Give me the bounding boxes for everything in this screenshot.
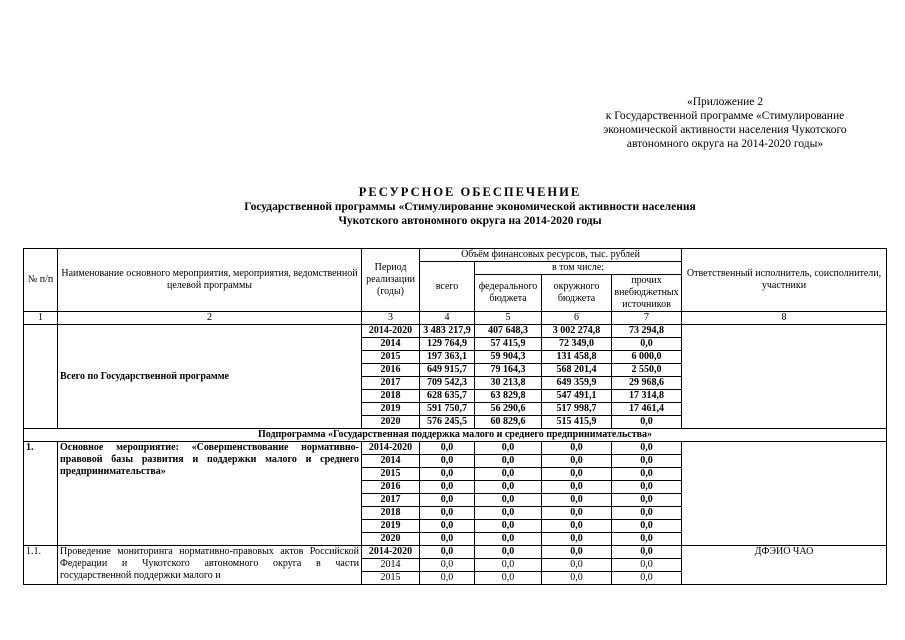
federal-cell: 407 648,3	[475, 325, 542, 338]
appendix-line-3: экономической активности населения Чукотского	[603, 124, 847, 136]
total-label: Всего по Государственной программе	[58, 325, 362, 429]
col-number-8: 8	[682, 312, 887, 325]
col-number-4: 4	[420, 312, 475, 325]
total-cell: 0,0	[420, 494, 475, 507]
document-subtitle-2: Чукотского автономного округа на 2014-2020 годы	[338, 215, 602, 227]
federal-cell: 30 213,8	[475, 377, 542, 390]
total-cell: 591 750,7	[420, 403, 475, 416]
other-cell: 73 294,8	[612, 325, 682, 338]
header-period: Период реализации (годы)	[362, 249, 420, 312]
header-including: в том числе:	[475, 262, 682, 275]
header-name: Наименование основного мероприятия, мероприятия, ведомственной целевой программы	[58, 249, 362, 312]
federal-cell: 60 829,6	[475, 416, 542, 429]
federal-cell: 0,0	[475, 468, 542, 481]
period-cell: 2019	[362, 403, 420, 416]
federal-cell: 0,0	[475, 559, 542, 572]
district-cell: 547 491,1	[542, 390, 612, 403]
period-cell: 2014	[362, 338, 420, 351]
other-cell: 0,0	[612, 494, 682, 507]
period-cell: 2016	[362, 481, 420, 494]
district-cell: 0,0	[542, 442, 612, 455]
federal-cell: 0,0	[475, 442, 542, 455]
total-cell: 0,0	[420, 442, 475, 455]
total-cell: 576 245,5	[420, 416, 475, 429]
other-cell: 0,0	[612, 546, 682, 559]
header-total: всего	[420, 262, 475, 312]
header-num: № п/п	[24, 249, 58, 312]
item-1-1-num: 1.1.	[24, 546, 58, 585]
item-1-1-label: Проведение мониторинга нормативно-правовых актов Российской Федерации и Чукотского автономного округа в части государственной поддержки малого и	[58, 546, 362, 585]
federal-cell: 0,0	[475, 533, 542, 546]
item-1-label: Основное мероприятие: «Совершенствование нормативно-правовой базы развития и поддержки малого и среднего предпринимательства»	[58, 442, 362, 546]
period-cell: 2019	[362, 520, 420, 533]
federal-cell: 56 290,6	[475, 403, 542, 416]
district-cell: 649 359,9	[542, 377, 612, 390]
other-cell: 0,0	[612, 416, 682, 429]
total-cell: 0,0	[420, 546, 475, 559]
total-cell: 0,0	[420, 507, 475, 520]
district-cell: 0,0	[542, 533, 612, 546]
district-cell: 568 201,4	[542, 364, 612, 377]
header-federal: федерального бюджета	[475, 275, 542, 312]
period-cell: 2020	[362, 533, 420, 546]
total-cell: 197 363,1	[420, 351, 475, 364]
federal-cell: 79 164,3	[475, 364, 542, 377]
district-cell: 517 998,7	[542, 403, 612, 416]
header-district: окружного бюджета	[542, 275, 612, 312]
document-title: РЕСУРСНОЕ ОБЕСПЕЧЕНИЕ	[358, 185, 582, 199]
total-cell: 709 542,3	[420, 377, 475, 390]
table-row	[24, 546, 887, 559]
other-cell: 17 461,4	[612, 403, 682, 416]
other-cell: 0,0	[612, 559, 682, 572]
item-1-responsible	[682, 442, 887, 546]
period-cell: 2014-2020	[362, 442, 420, 455]
header-responsible: Ответственный исполнитель, соисполнители, участники	[682, 249, 887, 312]
federal-cell: 0,0	[475, 546, 542, 559]
period-cell: 2014-2020	[362, 325, 420, 338]
header-other: прочих внебюджетных источников	[612, 275, 682, 312]
col-number-3: 3	[362, 312, 420, 325]
period-cell: 2014-2020	[362, 546, 420, 559]
period-cell: 2015	[362, 351, 420, 364]
appendix-line-4: автономного округа на 2014-2020 годы»	[626, 138, 824, 150]
col-number-7: 7	[612, 312, 682, 325]
federal-cell: 0,0	[475, 455, 542, 468]
district-cell: 3 002 274,8	[542, 325, 612, 338]
table-row	[24, 442, 887, 455]
subprogram-title: Подпрограмма «Государственная поддержка малого и среднего предпринимательства»	[24, 429, 887, 442]
subprogram-row	[24, 429, 887, 442]
other-cell: 6 000,0	[612, 351, 682, 364]
federal-cell: 63 829,8	[475, 390, 542, 403]
total-cell: 0,0	[420, 533, 475, 546]
total-cell: 0,0	[420, 455, 475, 468]
district-cell: 0,0	[542, 559, 612, 572]
other-cell: 17 314,8	[612, 390, 682, 403]
item-1-num: 1.	[24, 442, 58, 546]
district-cell: 0,0	[542, 572, 612, 585]
total-responsible-cell	[682, 325, 887, 429]
other-cell: 0,0	[612, 442, 682, 455]
other-cell: 0,0	[612, 468, 682, 481]
item-1-1-responsible: ДФЭИО ЧАО	[682, 546, 887, 585]
table-row	[24, 325, 887, 338]
period-cell: 2020	[362, 416, 420, 429]
total-cell: 129 764,9	[420, 338, 475, 351]
district-cell: 0,0	[542, 455, 612, 468]
appendix-line-1: «Приложение 2	[686, 96, 764, 108]
document-subtitle-1: Государственной программы «Стимулирование экономической активности населения	[244, 201, 696, 213]
total-cell: 0,0	[420, 559, 475, 572]
period-cell: 2016	[362, 364, 420, 377]
district-cell: 0,0	[542, 520, 612, 533]
district-cell: 0,0	[542, 546, 612, 559]
district-cell: 72 349,0	[542, 338, 612, 351]
col-number-1: 1	[24, 312, 58, 325]
col-number-6: 6	[542, 312, 612, 325]
appendix-note	[560, 95, 890, 151]
total-cell: 3 483 217,9	[420, 325, 475, 338]
federal-cell: 57 415,9	[475, 338, 542, 351]
total-cell: 0,0	[420, 572, 475, 585]
district-cell: 515 415,9	[542, 416, 612, 429]
period-cell: 2018	[362, 390, 420, 403]
period-cell: 2015	[362, 572, 420, 585]
period-cell: 2014	[362, 455, 420, 468]
total-cell: 649 915,7	[420, 364, 475, 377]
total-cell: 0,0	[420, 468, 475, 481]
appendix-line-2: к Государственной программе «Стимулирование	[605, 110, 845, 122]
col-number-2: 2	[58, 312, 362, 325]
other-cell: 0,0	[612, 572, 682, 585]
federal-cell: 0,0	[475, 520, 542, 533]
other-cell: 0,0	[612, 507, 682, 520]
other-cell: 0,0	[612, 481, 682, 494]
federal-cell: 0,0	[475, 494, 542, 507]
document-heading	[150, 185, 790, 228]
federal-cell: 0,0	[475, 572, 542, 585]
period-cell: 2015	[362, 468, 420, 481]
total-num-cell	[24, 325, 58, 429]
other-cell: 0,0	[612, 520, 682, 533]
header-funds: Объём финансовых ресурсов, тыс. рублей	[420, 249, 682, 262]
col-number-5: 5	[475, 312, 542, 325]
federal-cell: 59 904,3	[475, 351, 542, 364]
federal-cell: 0,0	[475, 481, 542, 494]
total-cell: 628 635,7	[420, 390, 475, 403]
district-cell: 0,0	[542, 507, 612, 520]
other-cell: 0,0	[612, 338, 682, 351]
period-cell: 2014	[362, 559, 420, 572]
total-cell: 0,0	[420, 520, 475, 533]
resource-table	[23, 248, 887, 585]
district-cell: 131 458,8	[542, 351, 612, 364]
other-cell: 0,0	[612, 533, 682, 546]
other-cell: 2 550,0	[612, 364, 682, 377]
district-cell: 0,0	[542, 481, 612, 494]
period-cell: 2018	[362, 507, 420, 520]
total-cell: 0,0	[420, 481, 475, 494]
federal-cell: 0,0	[475, 507, 542, 520]
other-cell: 0,0	[612, 455, 682, 468]
other-cell: 29 968,6	[612, 377, 682, 390]
district-cell: 0,0	[542, 468, 612, 481]
district-cell: 0,0	[542, 494, 612, 507]
period-cell: 2017	[362, 494, 420, 507]
period-cell: 2017	[362, 377, 420, 390]
